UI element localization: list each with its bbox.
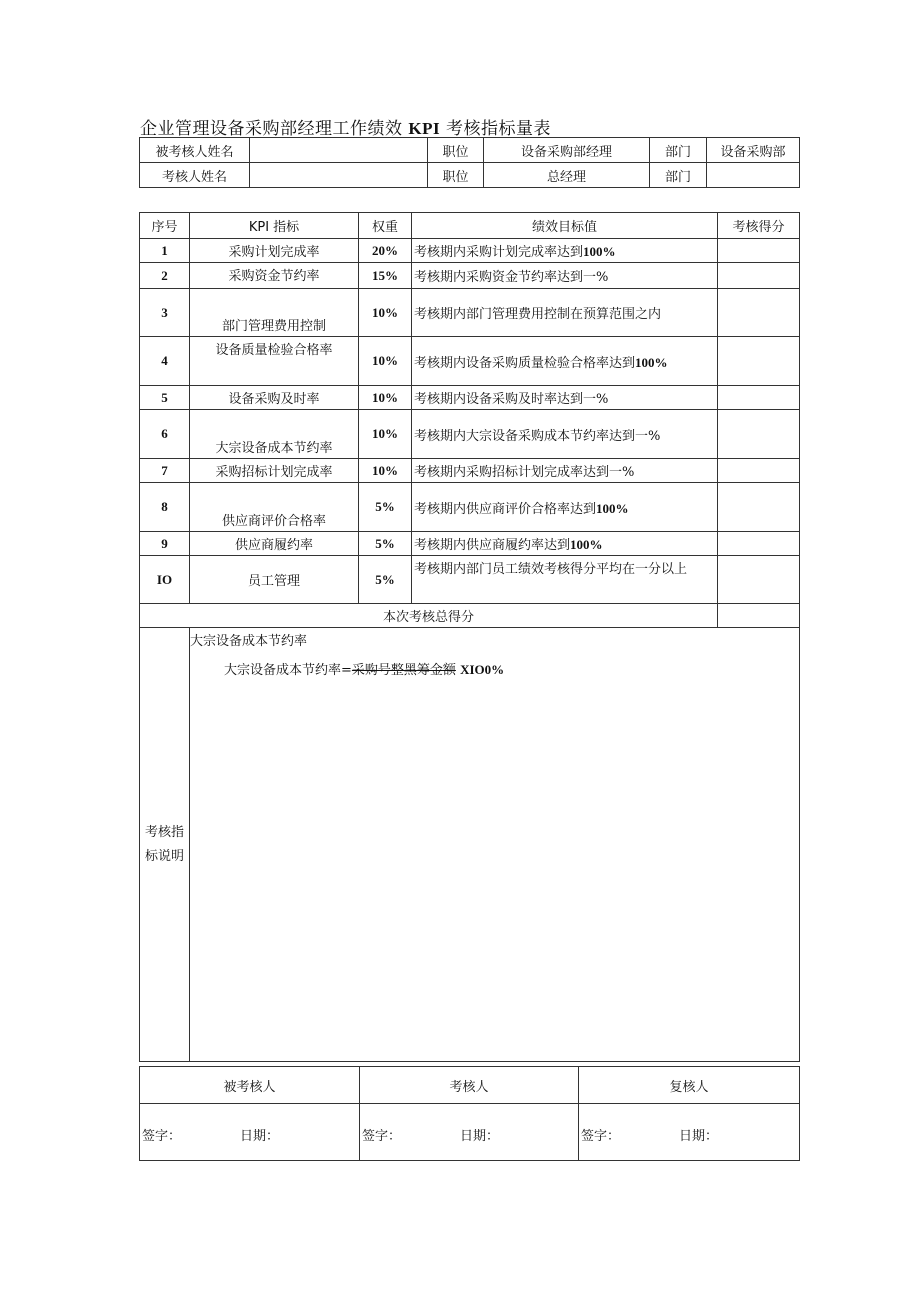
row-score[interactable] — [718, 239, 800, 263]
assessor-name-label: 考核人姓名 — [140, 163, 250, 188]
assessee-name-label: 被考核人姓名 — [140, 138, 250, 163]
title-prefix: 企业管理设备采购部经理工作绩效 — [140, 119, 403, 139]
row-score[interactable] — [718, 289, 800, 337]
assessor-position-value: 总经理 — [484, 163, 650, 188]
description-heading: 大宗设备成本节约率 — [190, 634, 308, 649]
row-score[interactable] — [718, 483, 800, 532]
row-target — [412, 337, 718, 386]
row-weight: 10% — [359, 410, 412, 459]
target-text: 考核期内供应商履约率达到 — [414, 538, 571, 553]
table-row — [140, 263, 800, 289]
row-no: 8 — [140, 483, 190, 532]
table-row — [140, 410, 800, 459]
row-weight: 5% — [359, 532, 412, 556]
col-header-weight: 权重 — [359, 213, 412, 239]
table-row — [140, 556, 800, 604]
table-row — [140, 386, 800, 410]
row-indicator: 供应商履约率 — [190, 532, 359, 556]
description-row — [140, 628, 800, 1062]
target-text: 考核期内采购招标计划完成率达到一% — [414, 465, 635, 480]
target-text: 考核期内采购计划完成率达到 — [414, 245, 584, 260]
table-row — [140, 532, 800, 556]
row-weight: 20% — [359, 239, 412, 263]
target-text: 考核期内设备采购及时率达到一% — [414, 392, 609, 407]
row-score[interactable] — [718, 556, 800, 604]
target-text: 考核期内供应商评价合格率达到 — [414, 501, 597, 517]
total-row — [140, 604, 800, 628]
formula-suffix: XIO0% — [460, 662, 505, 677]
row-score[interactable] — [718, 263, 800, 289]
sign-label: 签字： — [362, 1129, 402, 1144]
row-indicator: 供应商评价合格率 — [190, 483, 359, 532]
row-score[interactable] — [718, 459, 800, 483]
row-target — [412, 289, 718, 337]
target-text: 考核期内设备采购质量检验合格率达到 — [414, 355, 636, 371]
row-indicator: 大宗设备成本节约率 — [190, 410, 359, 459]
signature-header-row — [140, 1067, 800, 1104]
target-text: 考核期内部门员工绩效考核得分平均在一分以上 — [414, 562, 688, 577]
table-row — [140, 483, 800, 532]
department-label: 部门 — [650, 138, 707, 163]
target-text: 考核期内大宗设备采购成本节约率达到一% — [414, 428, 661, 444]
row-score[interactable] — [718, 532, 800, 556]
row-no: IO — [140, 556, 190, 604]
row-weight: 5% — [359, 556, 412, 604]
description-label: 考核指标说明 — [140, 628, 190, 1062]
sign-label: 签字： — [581, 1129, 621, 1144]
kpi-table — [139, 212, 800, 1062]
table-row — [140, 239, 800, 263]
target-value: 100% — [635, 354, 668, 370]
row-weight: 10% — [359, 386, 412, 410]
row-no: 4 — [140, 337, 190, 386]
reviewer-header: 复核人 — [579, 1067, 800, 1104]
row-weight: 5% — [359, 483, 412, 532]
header-row-assessor — [140, 163, 800, 188]
formula — [224, 659, 799, 678]
row-indicator: 员工管理 — [190, 556, 359, 604]
target-value: 100% — [570, 537, 603, 552]
row-no: 7 — [140, 459, 190, 483]
table-row — [140, 337, 800, 386]
sign-label: 签字： — [142, 1129, 182, 1144]
assessor-position-label: 职位 — [428, 163, 484, 188]
assessor-signature-cell[interactable] — [360, 1104, 579, 1161]
position-label: 职位 — [428, 138, 484, 163]
row-no: 2 — [140, 263, 190, 289]
row-indicator: 部门管理费用控制 — [190, 289, 359, 337]
title-suffix: 考核指标量表 — [446, 119, 552, 139]
header-row-assessee — [140, 138, 800, 163]
signature-row — [140, 1104, 800, 1161]
signature-table — [139, 1066, 800, 1161]
reviewer-signature-cell[interactable] — [579, 1104, 800, 1161]
total-score-field[interactable] — [718, 604, 800, 628]
row-no: 5 — [140, 386, 190, 410]
row-indicator: 设备采购及时率 — [190, 386, 359, 410]
assessee-name-field[interactable] — [250, 138, 428, 163]
header-table — [139, 137, 800, 188]
row-target — [412, 532, 718, 556]
row-weight: 10% — [359, 337, 412, 386]
formula-struck: 采购号整黑筹金额 — [351, 663, 456, 678]
title-kpi: KPI — [408, 119, 441, 138]
table-row — [140, 289, 800, 337]
col-header-no: 序号 — [140, 213, 190, 239]
row-score[interactable] — [718, 386, 800, 410]
row-weight: 10% — [359, 289, 412, 337]
row-target — [412, 556, 718, 604]
row-no: 6 — [140, 410, 190, 459]
page-title — [140, 114, 551, 139]
row-no: 9 — [140, 532, 190, 556]
row-target — [412, 386, 718, 410]
row-indicator: 采购资金节约率 — [190, 263, 359, 289]
description-content — [190, 628, 800, 1062]
formula-prefix: 大宗设备成本节约率= — [224, 663, 352, 678]
row-weight: 15% — [359, 263, 412, 289]
position-value: 设备采购部经理 — [484, 138, 650, 163]
target-value: 100% — [596, 500, 629, 516]
assessee-signature-cell[interactable] — [140, 1104, 360, 1161]
row-score[interactable] — [718, 337, 800, 386]
row-no: 1 — [140, 239, 190, 263]
row-weight: 10% — [359, 459, 412, 483]
assessor-department-label: 部门 — [650, 163, 707, 188]
row-score[interactable] — [718, 410, 800, 459]
row-target — [412, 410, 718, 459]
assessor-header: 考核人 — [360, 1067, 579, 1104]
department-value: 设备采购部 — [707, 138, 800, 163]
assessee-header: 被考核人 — [140, 1067, 360, 1104]
col-header-target: 绩效目标值 — [412, 213, 718, 239]
target-text: 考核期内部门管理费用控制在预算范围之内 — [414, 307, 662, 322]
date-label: 日期： — [240, 1129, 280, 1144]
target-text: 考核期内采购资金节约率达到一% — [414, 270, 609, 285]
row-no: 3 — [140, 289, 190, 337]
assessor-name-field[interactable] — [250, 163, 428, 188]
row-target — [412, 263, 718, 289]
row-indicator: 采购招标计划完成率 — [190, 459, 359, 483]
assessor-department-value[interactable] — [707, 163, 800, 188]
row-target — [412, 483, 718, 532]
col-header-indicator: KPI 指标 — [190, 213, 359, 239]
row-target — [412, 459, 718, 483]
row-indicator: 采购计划完成率 — [190, 239, 359, 263]
row-target — [412, 239, 718, 263]
table-row — [140, 459, 800, 483]
col-header-score: 考核得分 — [718, 213, 800, 239]
date-label: 日期： — [460, 1129, 500, 1144]
kpi-header-row — [140, 213, 800, 239]
row-indicator: 设备质量检验合格率 — [190, 337, 359, 386]
total-score-label: 本次考核总得分 — [140, 604, 718, 628]
target-value: 100% — [583, 244, 616, 259]
date-label: 日期： — [679, 1129, 719, 1144]
